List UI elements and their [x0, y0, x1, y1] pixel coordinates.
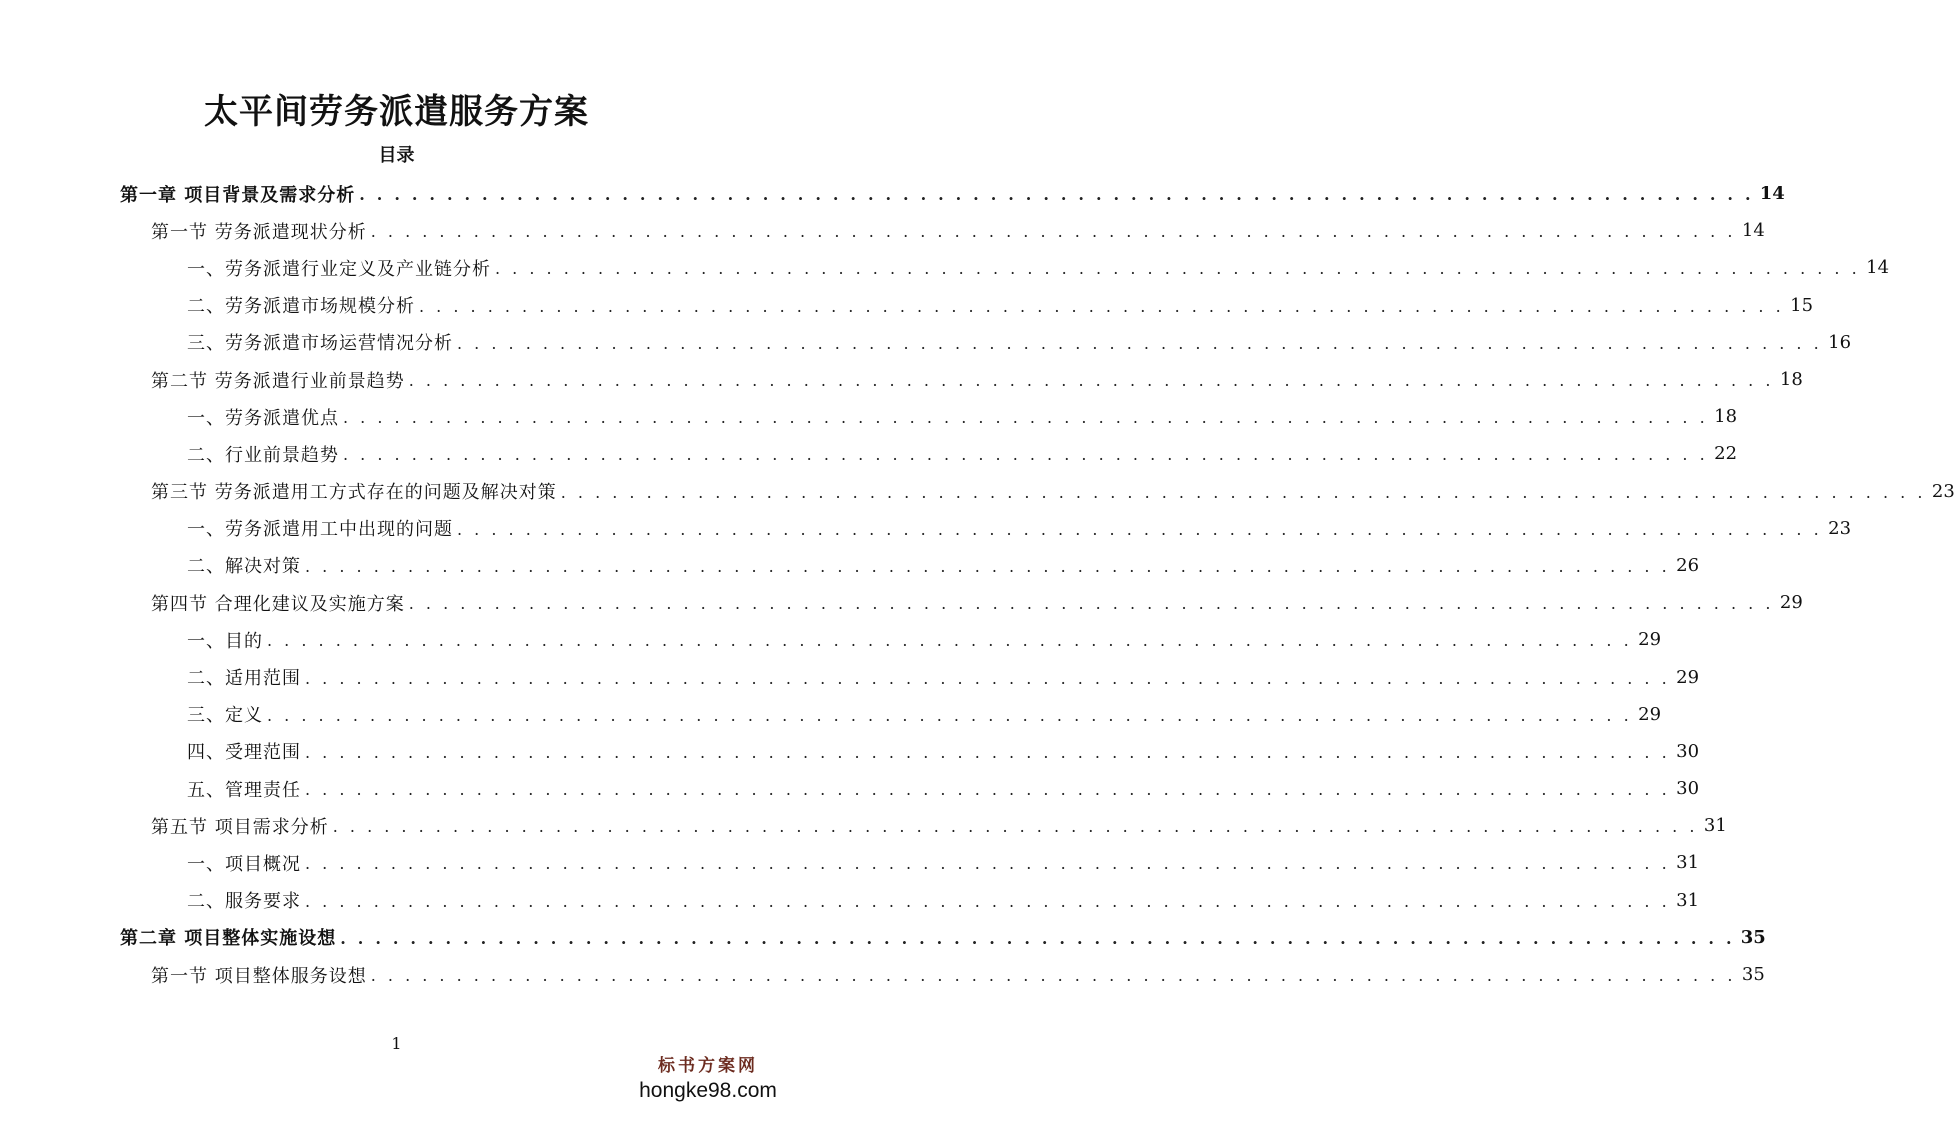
toc-entry-page: 29 — [1638, 703, 1662, 725]
toc-entry-label: 第一章 项目背景及需求分析 — [120, 184, 356, 206]
toc-dot-leader: . . . . . . . . . . . . . . . . . . . . . . . . . . . . . . . . . . . . . . . . . . . . . . . . . . . . . . . . . . . . . . . . . . . . . . . . . . . . . . . . — [343, 445, 1709, 465]
watermark-logo — [633, 1054, 783, 1114]
toc-entry-label: 一、劳务派遣用工中出现的问题 — [187, 519, 453, 541]
toc-dot-leader: . . . . . . . . . . . . . . . . . . . . . . . . . . . . . . . . . . . . . . . . . . . . . . . . . . . . . . . . . . . . . . . . . . . . . . . . . . . . . . . . — [457, 519, 1823, 539]
toc-entry[interactable] — [0, 473, 1955, 510]
toc-entry-label: 二、适用范围 — [187, 668, 301, 690]
page-number: 1 — [391, 1034, 402, 1053]
toc-entry-label: 二、劳务派遣市场规模分析 — [187, 296, 415, 318]
toc-entry-page: 35 — [1740, 926, 1766, 948]
toc-dot-leader: . . . . . . . . . . . . . . . . . . . . . . . . . . . . . . . . . . . . . . . . . . . . . . . . . . . . . . . . . . . . . . . . . . . . . . . . . . . . . . . . — [305, 556, 1671, 576]
toc-entry-label: 一、目的 — [187, 630, 263, 652]
toc-entry-page: 15 — [1790, 294, 1814, 316]
toc-entry-page: 14 — [1866, 257, 1890, 279]
toc-dot-leader: . . . . . . . . . . . . . . . . . . . . . . . . . . . . . . . . . . . . . . . . . . . . . . . . . . . . . . . . . . . . . . . . . . . . . . . . . . . . . . . . — [560, 482, 1926, 502]
toc-entry-label: 第五节 项目需求分析 — [151, 816, 329, 838]
toc-entry-page: 30 — [1676, 740, 1700, 762]
toc-entry-label: 四、受理范围 — [187, 742, 301, 764]
toc-dot-leader: . . . . . . . . . . . . . . . . . . . . . . . . . . . . . . . . . . . . . . . . . . . . . . . . . . . . . . . . . . . . . . . . . . . . . . . . . . . . . . . . — [305, 668, 1671, 688]
toc-dot-leader: . . . . . . . . . . . . . . . . . . . . . . . . . . . . . . . . . . . . . . . . . . . . . . . . . . . . . . . . . . . . . . . . . . . . . . . . . . . . . . . . — [332, 817, 1698, 837]
toc-entry[interactable] — [0, 956, 1765, 993]
toc-entry-page: 23 — [1828, 517, 1852, 539]
toc-entry-label: 第一节 项目整体服务设想 — [151, 965, 367, 987]
toc-entry[interactable] — [0, 584, 1803, 621]
toc-entry-label: 五、管理责任 — [187, 779, 301, 801]
document-title: 太平间劳务派遣服务方案 — [204, 92, 589, 132]
toc-entry[interactable] — [0, 510, 1852, 547]
toc-entry[interactable] — [0, 807, 1727, 844]
toc-dot-leader: . . . . . . . . . . . . . . . . . . . . . . . . . . . . . . . . . . . . . . . . . . . . . . . . . . . . . . . . . . . . . . . . . . . . . . . . . . . . . . . . — [408, 371, 1774, 391]
toc-entry-label: 一、劳务派遣行业定义及产业链分析 — [187, 258, 491, 280]
toc-entry-page: 18 — [1714, 406, 1738, 428]
toc-entry[interactable] — [0, 658, 1700, 695]
toc-entry-label: 第四节 合理化建议及实施方案 — [151, 593, 405, 615]
toc-dot-leader: . . . . . . . . . . . . . . . . . . . . . . . . . . . . . . . . . . . . . . . . . . . . . . . . . . . . . . . . . . . . . . . . . . . . . . . . . . . . . . . . — [370, 222, 1736, 242]
toc-dot-leader: . . . . . . . . . . . . . . . . . . . . . . . . . . . . . . . . . . . . . . . . . . . . . . . . . . . . . . . . . . . . . . . . . . . . . . . . . . . . . . . . — [343, 408, 1709, 428]
toc-entry-label: 二、解决对策 — [187, 556, 301, 578]
toc-heading: 目录 — [378, 145, 415, 166]
toc-entry[interactable] — [0, 287, 1814, 324]
toc-dot-leader: . . . . . . . . . . . . . . . . . . . . . . . . . . . . . . . . . . . . . . . . . . . . . . . . . . . . . . . . . . . . . . . . . . . . . . . . . . . . . . . . — [305, 891, 1671, 911]
toc-entry-page: 26 — [1676, 554, 1700, 576]
toc-dot-leader: . . . . . . . . . . . . . . . . . . . . . . . . . . . . . . . . . . . . . . . . . . . . . . . . . . . . . . . . . . . . . . . . . . . . . . . . . . . . . . . . — [408, 594, 1774, 614]
toc-entry-page: 22 — [1714, 443, 1738, 465]
toc-entry[interactable] — [0, 398, 1738, 435]
toc-dot-leader: . . . . . . . . . . . . . . . . . . . . . . . . . . . . . . . . . . . . . . . . . . . . . . . . . . . . . . . . . . . . . . . . . . . . . . . . . . . . . . . . — [305, 854, 1671, 874]
toc-entry[interactable] — [0, 696, 1662, 733]
toc-entry-page: 14 — [1741, 220, 1765, 242]
toc-dot-leader: . . . . . . . . . . . . . . . . . . . . . . . . . . . . . . . . . . . . . . . . . . . . . . . . . . . . . . . . . . . . . . . . . . . . . . . . . . . . . . . . — [267, 631, 1633, 651]
toc-entry-label: 一、项目概况 — [187, 853, 301, 875]
toc-entry-label: 第三节 劳务派遣用工方式存在的问题及解决对策 — [151, 482, 557, 504]
toc-entry-label: 第二章 项目整体实施设想 — [120, 928, 337, 950]
toc-entry-page: 29 — [1779, 592, 1803, 614]
toc-dot-leader: . . . . . . . . . . . . . . . . . . . . . . . . . . . . . . . . . . . . . . . . . . . . . . . . . . . . . . . . . . . . . . . . . . . . . . . . . . . . . . . . — [267, 705, 1633, 725]
toc-entry-page: 14 — [1759, 183, 1785, 205]
toc-entry-page: 16 — [1828, 331, 1852, 353]
toc-entry-page: 30 — [1676, 778, 1700, 800]
toc-entry-page: 29 — [1638, 629, 1662, 651]
toc-dot-leader: . . . . . . . . . . . . . . . . . . . . . . . . . . . . . . . . . . . . . . . . . . . . . . . . . . . . . . . . . . . . . . . . . . . . . . . . . . . . . . . . — [340, 928, 1735, 948]
toc-entry[interactable] — [0, 361, 1803, 398]
toc-entry[interactable] — [0, 212, 1765, 249]
toc-entry-label: 二、行业前景趋势 — [187, 444, 339, 466]
toc-entry[interactable] — [0, 324, 1852, 361]
watermark-url: hongke98.com — [639, 1079, 777, 1102]
toc-dot-leader: . . . . . . . . . . . . . . . . . . . . . . . . . . . . . . . . . . . . . . . . . . . . . . . . . . . . . . . . . . . . . . . . . . . . . . . . . . . . . . . . — [305, 780, 1671, 800]
toc-entry-page: 29 — [1676, 666, 1700, 688]
toc-entry[interactable] — [0, 770, 1700, 807]
toc-entry-label: 三、劳务派遣市场运营情况分析 — [187, 333, 453, 355]
toc-entry-label: 二、服务要求 — [187, 891, 301, 913]
toc-entry[interactable] — [0, 249, 1890, 286]
toc-entry[interactable] — [0, 844, 1700, 881]
toc-dot-leader: . . . . . . . . . . . . . . . . . . . . . . . . . . . . . . . . . . . . . . . . . . . . . . . . . . . . . . . . . . . . . . . . . . . . . . . . . . . . . . . . — [359, 185, 1754, 205]
toc-dot-leader: . . . . . . . . . . . . . . . . . . . . . . . . . . . . . . . . . . . . . . . . . . . . . . . . . . . . . . . . . . . . . . . . . . . . . . . . . . . . . . . . — [457, 333, 1823, 353]
watermark-name: 标书方案网 — [658, 1056, 758, 1076]
toc-entry[interactable] — [0, 733, 1700, 770]
toc-entry-label: 第二节 劳务派遣行业前景趋势 — [151, 370, 405, 392]
toc-entry-page: 35 — [1741, 964, 1765, 986]
toc-entry-page: 31 — [1703, 815, 1727, 837]
toc-entry-label: 三、定义 — [187, 705, 263, 727]
toc-entry[interactable] — [0, 547, 1700, 584]
toc-entry-label: 一、劳务派遣优点 — [187, 407, 339, 429]
toc-entry-page: 31 — [1676, 889, 1700, 911]
toc-entry[interactable] — [0, 435, 1738, 472]
table-of-contents — [0, 175, 1955, 993]
toc-entry[interactable] — [0, 919, 1766, 956]
toc-entry[interactable] — [0, 175, 1785, 212]
toc-entry-label: 第一节 劳务派遣现状分析 — [151, 221, 367, 243]
toc-entry[interactable] — [0, 882, 1700, 919]
toc-dot-leader: . . . . . . . . . . . . . . . . . . . . . . . . . . . . . . . . . . . . . . . . . . . . . . . . . . . . . . . . . . . . . . . . . . . . . . . . . . . . . . . . — [419, 296, 1785, 316]
toc-dot-leader: . . . . . . . . . . . . . . . . . . . . . . . . . . . . . . . . . . . . . . . . . . . . . . . . . . . . . . . . . . . . . . . . . . . . . . . . . . . . . . . . — [305, 742, 1671, 762]
toc-entry-page: 31 — [1676, 852, 1700, 874]
toc-entry[interactable] — [0, 621, 1662, 658]
toc-dot-leader: . . . . . . . . . . . . . . . . . . . . . . . . . . . . . . . . . . . . . . . . . . . . . . . . . . . . . . . . . . . . . . . . . . . . . . . . . . . . . . . . — [495, 259, 1861, 279]
toc-dot-leader: . . . . . . . . . . . . . . . . . . . . . . . . . . . . . . . . . . . . . . . . . . . . . . . . . . . . . . . . . . . . . . . . . . . . . . . . . . . . . . . . — [370, 966, 1736, 986]
toc-entry-page: 23 — [1931, 480, 1955, 502]
toc-entry-page: 18 — [1779, 369, 1803, 391]
